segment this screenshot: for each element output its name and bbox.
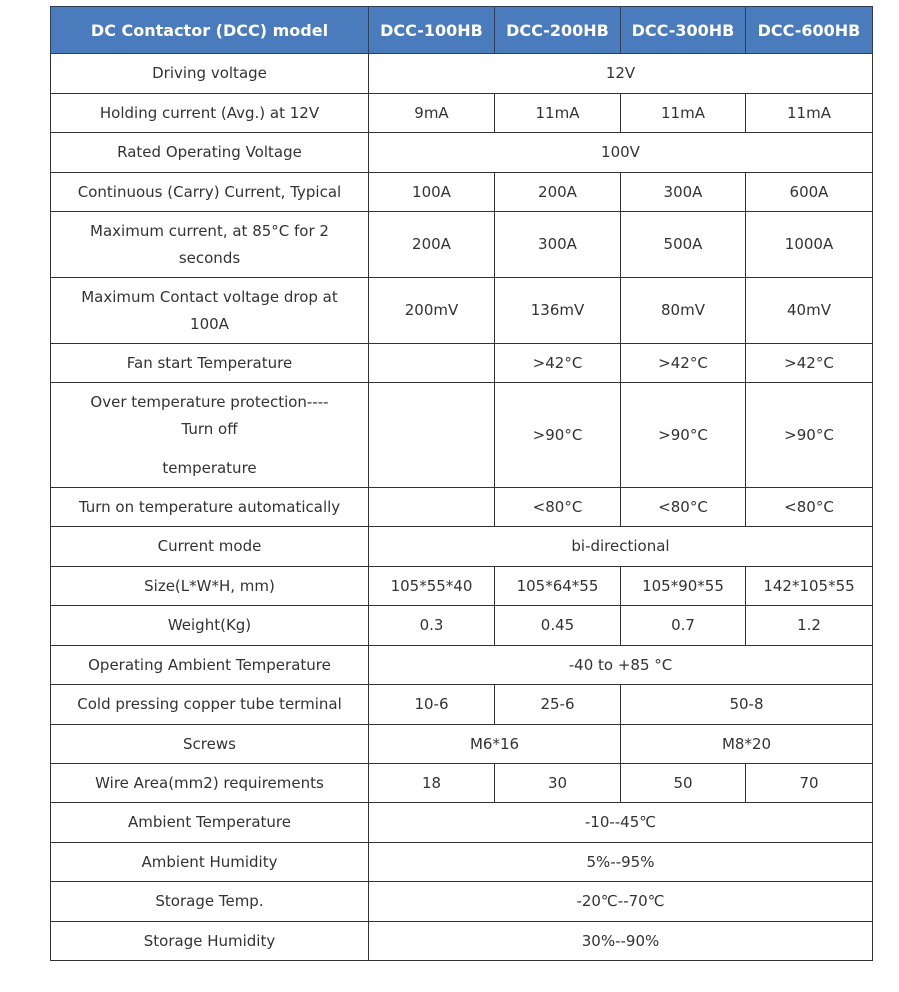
- row-label: Ambient Temperature: [51, 803, 369, 843]
- cell-value: 0.7: [621, 606, 746, 646]
- row-label: Wire Area(mm2) requirements: [51, 764, 369, 803]
- cell-value: 200A: [369, 212, 495, 278]
- row-label: [51, 278, 369, 344]
- cell-value: <80°C: [621, 488, 746, 527]
- cell-value: 500A: [621, 212, 746, 278]
- row-label-line: Maximum Contact voltage drop at: [81, 287, 338, 306]
- cell-value: [369, 344, 495, 383]
- cell-value: >90°C: [746, 383, 873, 488]
- table-row: [51, 646, 873, 685]
- row-label-line: temperature: [162, 458, 257, 477]
- cell-value: 40mV: [746, 278, 873, 344]
- row-label: Storage Temp.: [51, 882, 369, 922]
- row-label: Operating Ambient Temperature: [51, 646, 369, 685]
- table-row: [51, 383, 873, 488]
- cell-value: 50-8: [621, 685, 873, 725]
- cell-value: bi-directional: [369, 527, 873, 567]
- cell-value: 105*55*40: [369, 567, 495, 606]
- row-label: Cold pressing copper tube terminal: [51, 685, 369, 725]
- table-row: [51, 212, 873, 278]
- table-row: [51, 567, 873, 606]
- table-row: [51, 488, 873, 527]
- cell-value: 18: [369, 764, 495, 803]
- cell-value: [369, 383, 495, 488]
- header-dcc-200hb: DCC-200HB: [495, 7, 621, 54]
- table-row: [51, 685, 873, 725]
- row-label: Fan start Temperature: [51, 344, 369, 383]
- row-label: Current mode: [51, 527, 369, 567]
- row-label: Ambient Humidity: [51, 843, 369, 882]
- row-label: Size(L*W*H, mm): [51, 567, 369, 606]
- row-label: Rated Operating Voltage: [51, 133, 369, 173]
- row-label-line: Turn off: [181, 419, 238, 438]
- cell-value: <80°C: [746, 488, 873, 527]
- cell-value: 100A: [369, 173, 495, 212]
- cell-value: -20℃--70℃: [369, 882, 873, 922]
- cell-value: 11mA: [495, 94, 621, 133]
- row-label: Screws: [51, 725, 369, 764]
- cell-value: M6*16: [369, 725, 621, 764]
- cell-value: [369, 488, 495, 527]
- cell-value: 100V: [369, 133, 873, 173]
- header-model: DC Contactor (DCC) model: [51, 7, 369, 54]
- row-label: Storage Humidity: [51, 922, 369, 961]
- cell-value: 30: [495, 764, 621, 803]
- cell-value: 0.3: [369, 606, 495, 646]
- table-row: [51, 764, 873, 803]
- cell-value: 105*64*55: [495, 567, 621, 606]
- cell-value: 136mV: [495, 278, 621, 344]
- cell-value: 600A: [746, 173, 873, 212]
- row-label-line: Maximum current, at 85°C for 2: [90, 221, 329, 240]
- cell-value: >90°C: [495, 383, 621, 488]
- table-row: [51, 922, 873, 961]
- cell-value: 9mA: [369, 94, 495, 133]
- table-row: [51, 527, 873, 567]
- table-row: [51, 94, 873, 133]
- cell-value: >42°C: [746, 344, 873, 383]
- cell-value: 5%--95%: [369, 843, 873, 882]
- row-label-line: Over temperature protection----: [90, 392, 329, 411]
- cell-value: 25-6: [495, 685, 621, 725]
- cell-value: 300A: [495, 212, 621, 278]
- table-row: [51, 725, 873, 764]
- table-row: [51, 882, 873, 922]
- cell-value: 105*90*55: [621, 567, 746, 606]
- table-row: [51, 54, 873, 94]
- table-row: [51, 606, 873, 646]
- cell-value: 200A: [495, 173, 621, 212]
- row-label: Continuous (Carry) Current, Typical: [51, 173, 369, 212]
- cell-value: 1.2: [746, 606, 873, 646]
- row-label: [51, 212, 369, 278]
- table-row: [51, 278, 873, 344]
- cell-value: -10--45℃: [369, 803, 873, 843]
- cell-value: 12V: [369, 54, 873, 94]
- header-dcc-100hb: DCC-100HB: [369, 7, 495, 54]
- row-label: [51, 383, 369, 488]
- row-label-line: 100A: [190, 314, 229, 333]
- cell-value: 10-6: [369, 685, 495, 725]
- row-label: Driving voltage: [51, 54, 369, 94]
- table-row: [51, 344, 873, 383]
- cell-value: 1000A: [746, 212, 873, 278]
- table-row: [51, 173, 873, 212]
- table-row: [51, 843, 873, 882]
- cell-value: >42°C: [495, 344, 621, 383]
- row-label: Turn on temperature automatically: [51, 488, 369, 527]
- cell-value: 0.45: [495, 606, 621, 646]
- cell-value: 11mA: [746, 94, 873, 133]
- cell-value: <80°C: [495, 488, 621, 527]
- cell-value: 30%--90%: [369, 922, 873, 961]
- cell-value: 142*105*55: [746, 567, 873, 606]
- header-dcc-300hb: DCC-300HB: [621, 7, 746, 54]
- row-label: Weight(Kg): [51, 606, 369, 646]
- cell-value: -40 to +85 °C: [369, 646, 873, 685]
- cell-value: 70: [746, 764, 873, 803]
- header-row: [51, 7, 873, 54]
- table-row: [51, 133, 873, 173]
- row-label-line: seconds: [178, 248, 241, 267]
- row-label: Holding current (Avg.) at 12V: [51, 94, 369, 133]
- cell-value: 300A: [621, 173, 746, 212]
- cell-value: 200mV: [369, 278, 495, 344]
- cell-value: >42°C: [621, 344, 746, 383]
- cell-value: 11mA: [621, 94, 746, 133]
- cell-value: >90°C: [621, 383, 746, 488]
- cell-value: M8*20: [621, 725, 873, 764]
- spec-table: [50, 6, 873, 961]
- paragraph-gap: [57, 443, 362, 455]
- table-row: [51, 803, 873, 843]
- cell-value: 50: [621, 764, 746, 803]
- header-dcc-600hb: DCC-600HB: [746, 7, 873, 54]
- cell-value: 80mV: [621, 278, 746, 344]
